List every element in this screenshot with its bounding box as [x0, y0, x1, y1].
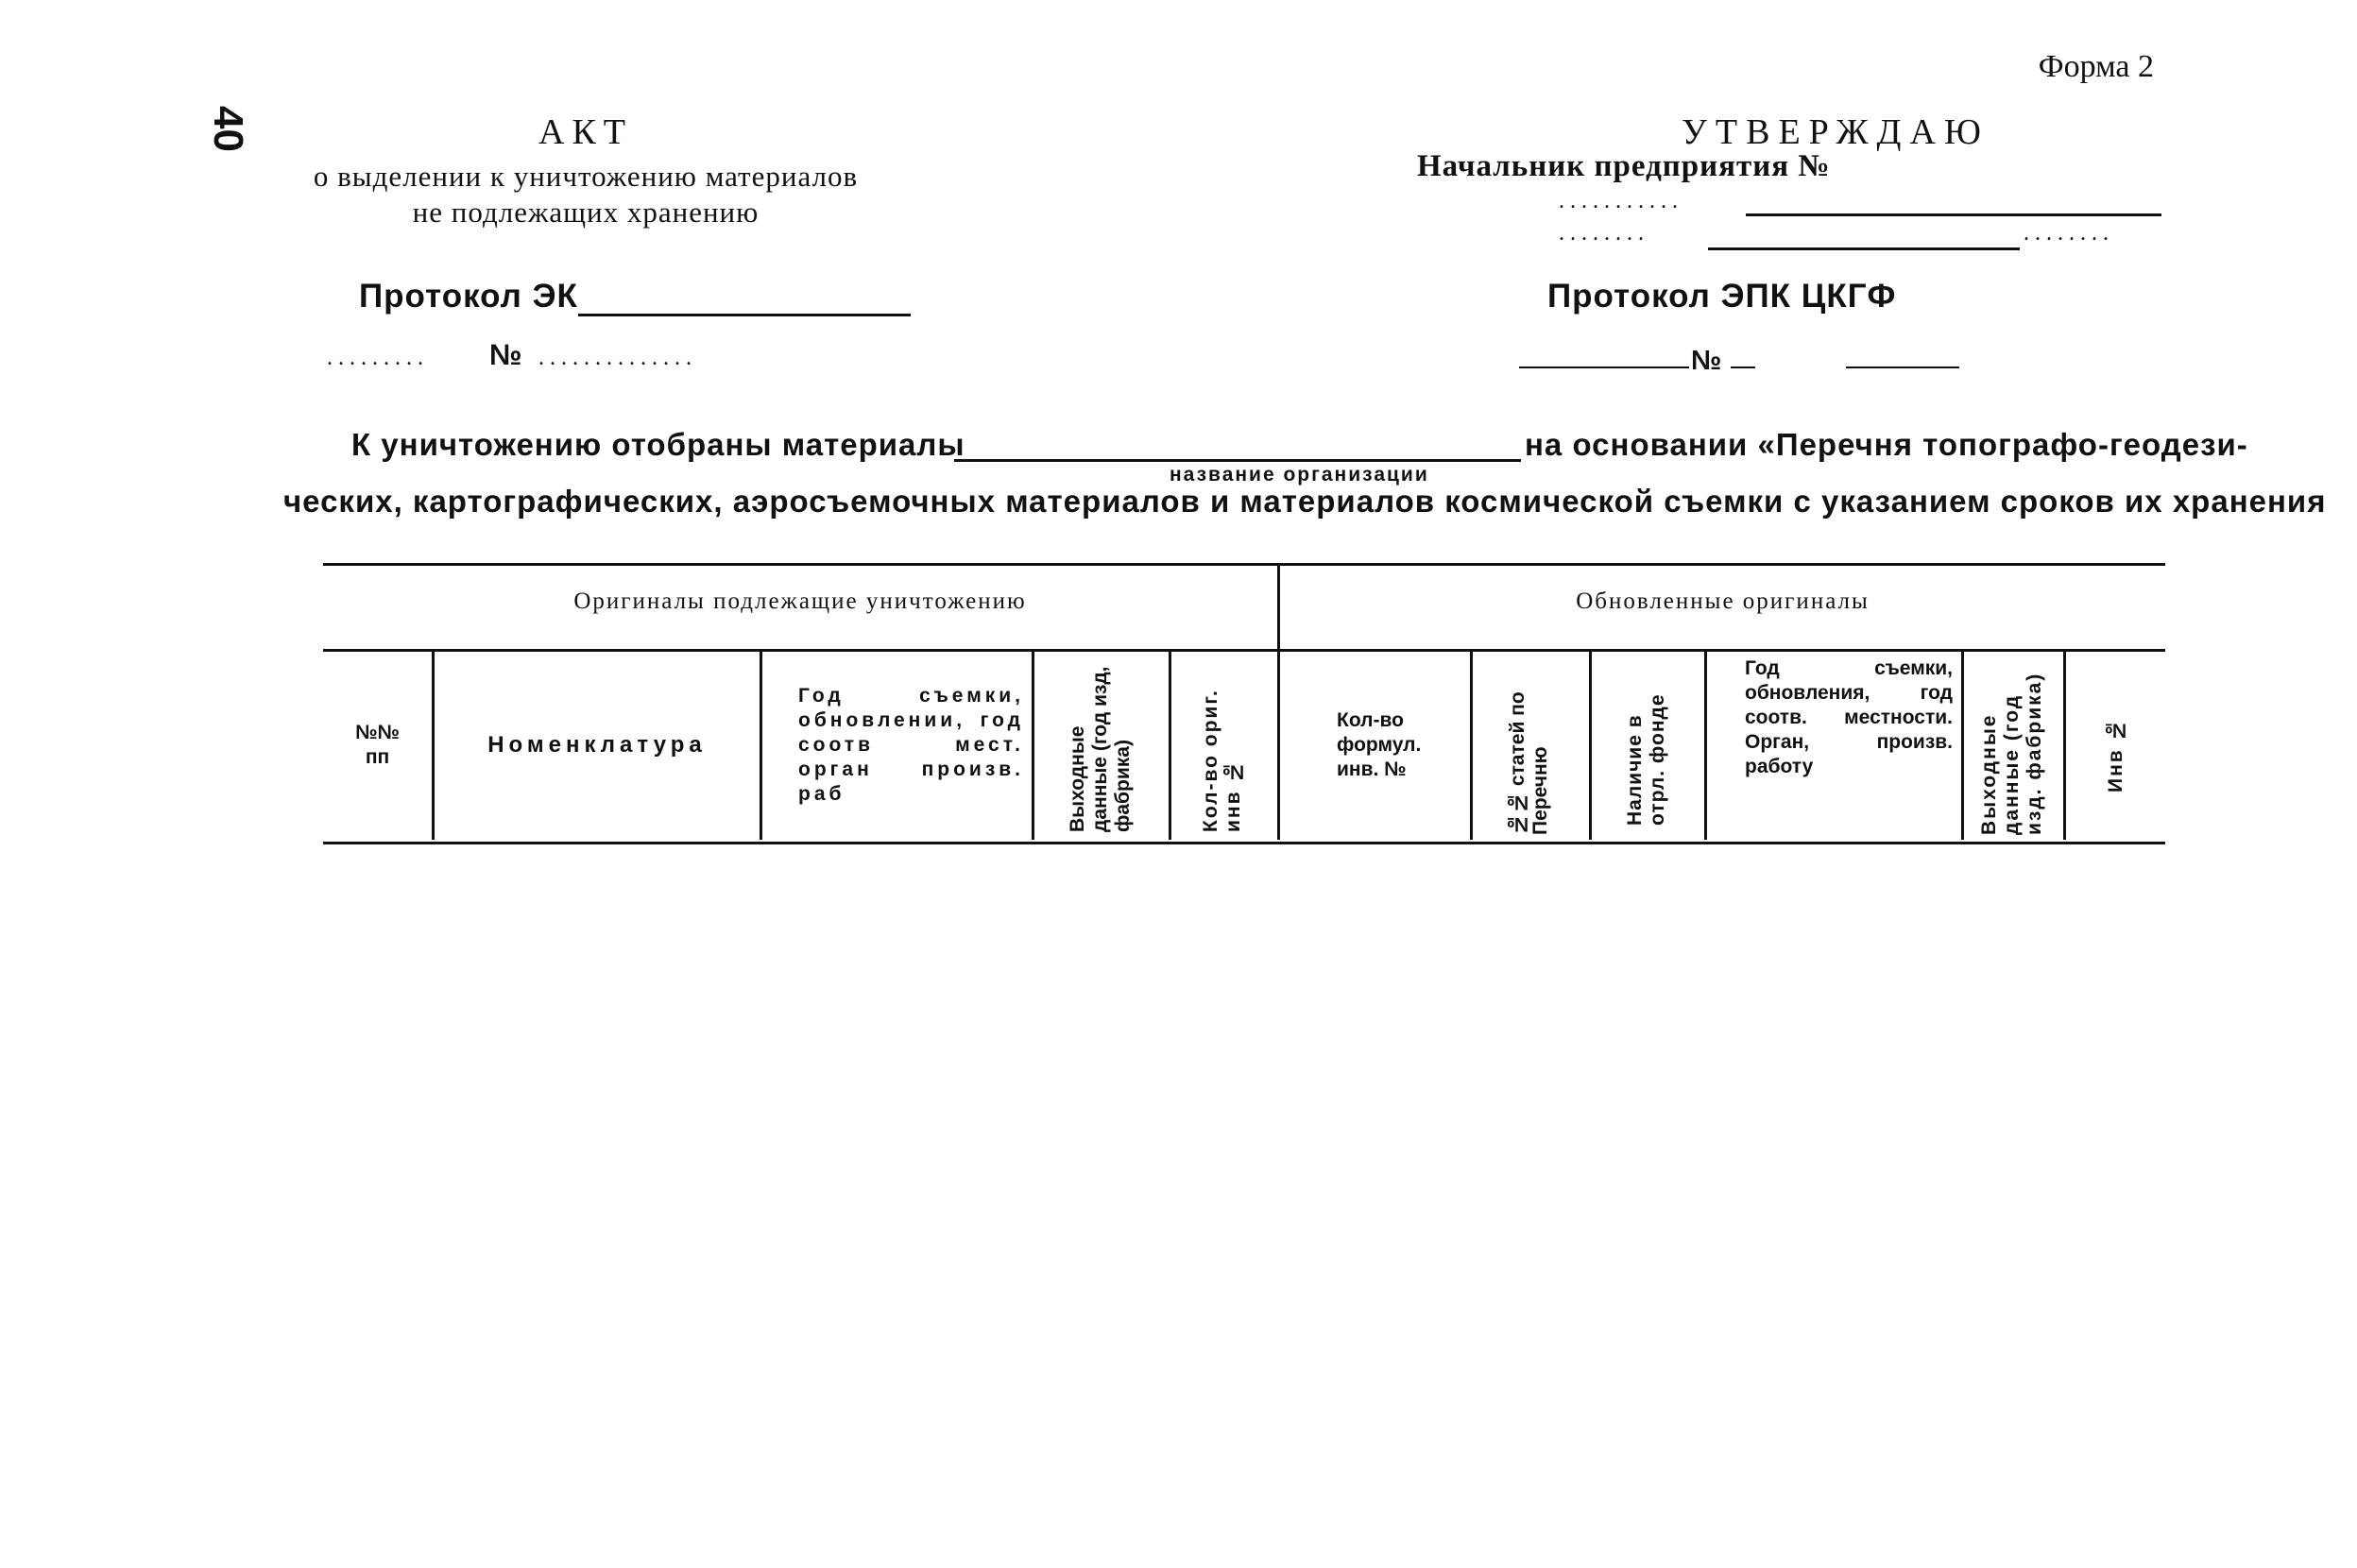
- group-header-updated-originals: Обновленные оригиналы: [1576, 588, 1870, 614]
- act-subtitle: о выделении к уничтожению материалов не подлежащих хранению: [313, 160, 859, 229]
- protocol-epk-line-left[interactable]: [1519, 366, 1689, 368]
- form-label: Форма 2: [2038, 49, 2154, 84]
- protocol-epk-number-sign: №: [1691, 346, 1723, 376]
- organization-name-line[interactable]: [954, 459, 1521, 462]
- approve-position: Начальник предприятия №: [1417, 149, 1831, 183]
- protocol-epk-line-right[interactable]: [1846, 366, 1959, 368]
- materials-table: [323, 563, 2165, 844]
- protocol-ek-label: Протокол ЭК: [359, 278, 578, 315]
- body-line2: ческих, картографических, аэросъемочных материалов и материалов космической съемки с указанием сроков их хранения: [283, 484, 2327, 519]
- protocol-ek-dots-left: .........: [327, 346, 429, 370]
- page-number: 40: [205, 106, 251, 152]
- organization-caption: название организации: [1170, 464, 1429, 486]
- approve-name-line[interactable]: [1708, 247, 2020, 250]
- protocol-epk-label: Протокол ЭПК ЦКГФ: [1547, 278, 1897, 315]
- group-header-originals-destroy: Оригиналы подлежащие уничтожению: [573, 588, 1027, 614]
- body-line1-start: К уничтожению отобраны материалы: [351, 427, 965, 462]
- col-header-fund-availability: Наличие в отрл. фонде: [1623, 693, 1668, 826]
- approve-signature-line[interactable]: [1746, 213, 2161, 216]
- protocol-epk-line-mid[interactable]: [1731, 366, 1755, 368]
- protocol-ek-line[interactable]: [578, 314, 911, 316]
- col-header-formular-count: Кол-во формул. инв. №: [1337, 709, 1422, 780]
- col-header-article-numbers: №№ статей по Перечню: [1506, 691, 1551, 835]
- col-header-number: №№ пп: [355, 722, 400, 768]
- approve-dots-3: ........: [2024, 221, 2114, 246]
- col-header-updated-survey-year: Год съемки, обновления, год соотв. местности. Орган, произв. работу: [1745, 657, 1953, 777]
- col-header-output-data: Выходные данные (год изд, фабрика): [1066, 666, 1134, 832]
- protocol-ek-dots-right: ..............: [538, 346, 697, 370]
- col-header-originals-count: Кол-во ориг. инв №: [1200, 689, 1244, 832]
- approve-dots-1: ...........: [1559, 189, 1683, 213]
- protocol-ek-number-sign: №: [489, 338, 523, 371]
- act-title: АКТ: [538, 112, 633, 152]
- approve-dots-2: ........: [1559, 221, 1649, 246]
- body-line1-end: на основании «Перечня топографо-геодези-: [1525, 427, 2248, 462]
- col-header-nomenclature: Номенклатура: [487, 732, 707, 758]
- col-header-updated-output-data: Выходные данные (год изд. фабрика): [1977, 672, 2045, 835]
- col-header-survey-year: Год съемки, обновлении, год соотв мест. орган произв. раб: [798, 685, 1024, 805]
- col-header-inventory-number: Инв №: [2104, 717, 2126, 793]
- approve-title: УТВЕРЖДАЮ: [1682, 112, 1990, 152]
